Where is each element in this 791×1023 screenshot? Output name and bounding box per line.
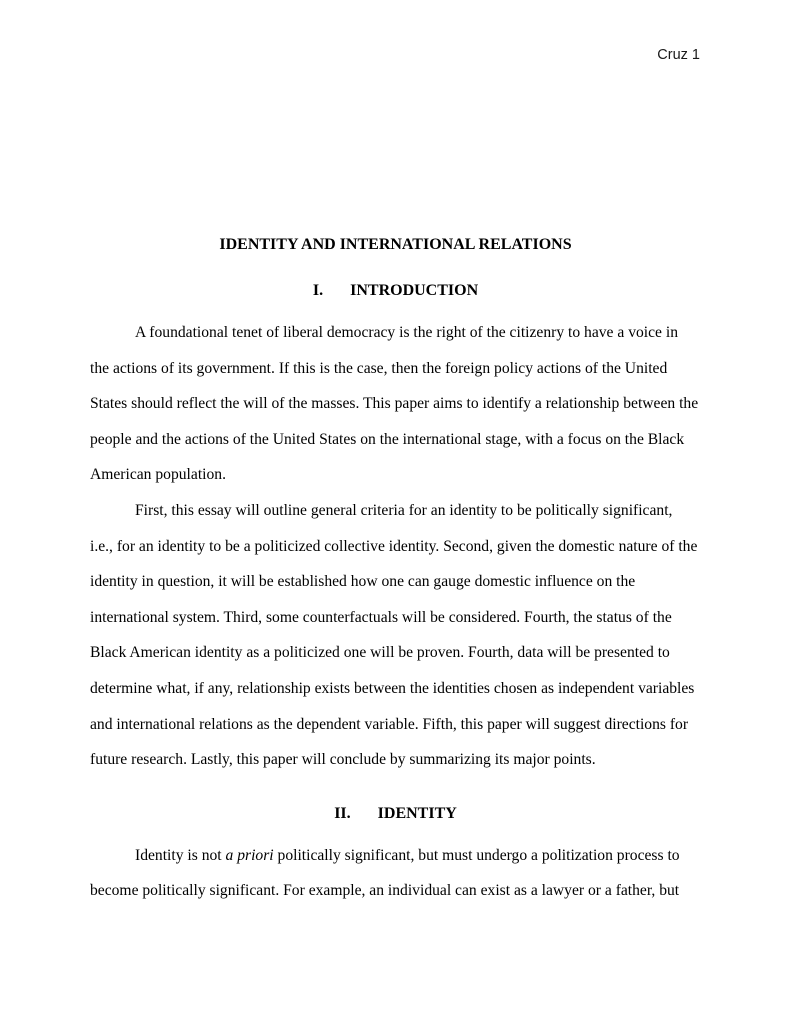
paragraph — [90, 315, 701, 493]
text-line: become politically significant. For example, an individual can exist as a lawyer or a father, but — [90, 882, 680, 900]
text-line: future research. Lastly, this paper will conclude by summarizing its major points. — [90, 751, 596, 769]
section-number: I. — [312, 282, 324, 299]
page-number-label: Cruz 1 — [657, 47, 700, 63]
section-heading — [90, 804, 701, 824]
text-line: A foundational tenet of liberal democracy is the right of the citizenry to have a voice in — [135, 324, 678, 341]
italic-text: a priori — [225, 846, 274, 864]
text-line: States should reflect the will of the masses. This paper aims to identify a relationship between the — [90, 395, 699, 413]
text-line: people and the actions of the United States on the international stage, with a focus on the Black — [90, 430, 685, 448]
text-line: and international relations as the dependent variable. Fifth, this paper will suggest directions for — [90, 715, 689, 733]
text-line: identity in question, it will be established how one can gauge domestic influence on the — [90, 573, 636, 591]
text-line: Black American identity as a politicized one will be proven. Fourth, data will be presented to — [90, 644, 670, 662]
paragraph — [90, 838, 701, 909]
document-title: IDENTITY AND INTERNATIONAL RELATIONS — [219, 236, 572, 253]
section-heading-label: INTRODUCTION — [350, 282, 479, 299]
text-line: the actions of its government. If this is the case, then the foreign policy actions of the United — [90, 359, 668, 377]
section-heading — [90, 281, 701, 301]
text-line: international system. Third, some counterfactuals will be considered. Fourth, the status of the — [90, 608, 672, 626]
text-line: determine what, if any, relationship exists between the identities chosen as independent variables — [90, 679, 695, 697]
paragraph — [90, 493, 701, 778]
text-line: i.e., for an identity to be a politicized collective identity. Second, given the domestic nature of the — [90, 537, 698, 555]
section-heading-label: IDENTITY — [377, 804, 457, 822]
text-line: American population. — [90, 466, 226, 484]
text-line: First, this essay will outline general criteria for an identity to be politically significant, — [135, 501, 673, 519]
text-segment: Identity is not — [135, 846, 226, 864]
text-line — [90, 838, 701, 874]
sections-container — [90, 281, 701, 909]
document-content — [90, 0, 701, 909]
text-segment: politically significant, but must undergo a politization process to — [273, 846, 680, 864]
section-number: II. — [334, 804, 351, 822]
